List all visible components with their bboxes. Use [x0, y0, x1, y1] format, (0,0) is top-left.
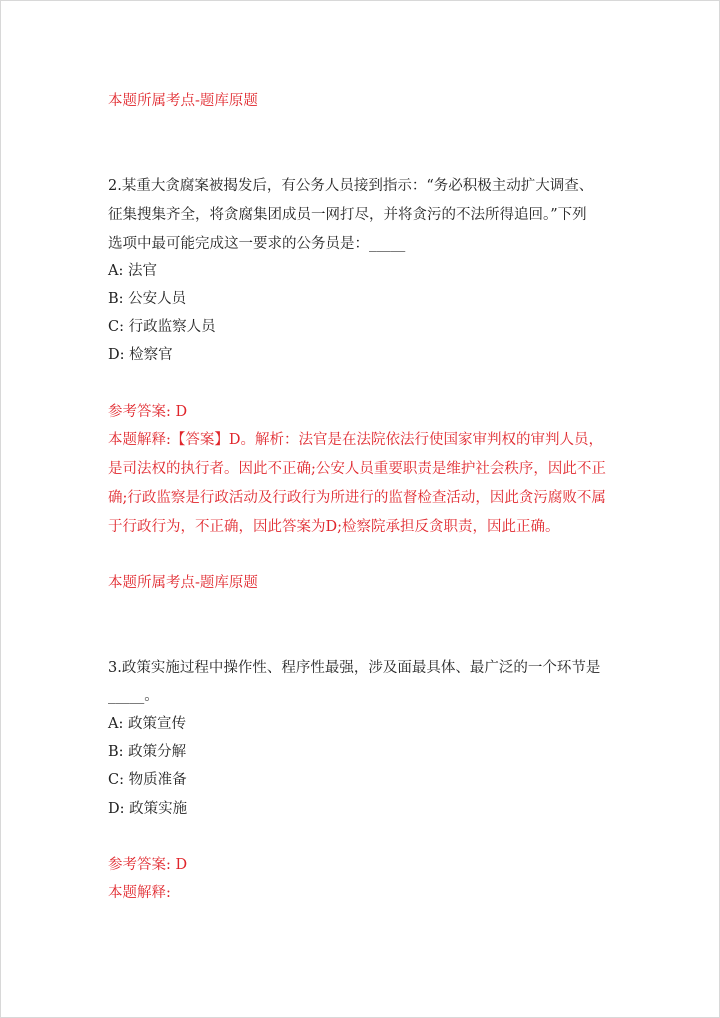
question-2-answer: 参考答案: D: [108, 404, 188, 420]
question-3-explanation-label: 本题解释:: [108, 885, 171, 901]
source-tag-2: 本题所属考点-题库原题: [108, 575, 258, 591]
question-2-stem-line-1: 2.某重大贪腐案被揭发后，有公务人员接到指示：“务必积极主动扩大调查、: [108, 178, 594, 194]
question-3-option-d: D: 政策实施: [108, 801, 188, 817]
question-3-option-b: B: 政策分解: [108, 744, 187, 760]
source-tag-1: 本题所属考点-题库原题: [108, 93, 258, 109]
question-3-stem-line-2: _____。: [108, 688, 159, 704]
question-2-option-a: A: 法官: [108, 263, 157, 279]
question-2-stem-line-3: 选项中最可能完成这一要求的公务员是：_____: [108, 236, 406, 252]
question-2-explanation-line-1: 本题解释:【答案】D。解析：法官是在法院依法行使国家审判权的审判人员，: [108, 432, 604, 448]
question-3-stem-line-1: 3.政策实施过程中操作性、程序性最强，涉及面最具体、最广泛的一个环节是: [108, 660, 601, 676]
question-2-stem-line-2: 征集搜集齐全，将贪腐集团成员一网打尽，并将贪污的不法所得追回。”下列: [108, 207, 587, 223]
question-2-explanation-line-2: 是司法权的执行者。因此不正确;公安人员重要职责是维护社会秩序，因此不正: [108, 461, 606, 477]
question-2-explanation-line-4: 于行政行为，不正确，因此答案为D;检察院承担反贪职责，因此正确。: [108, 519, 560, 535]
question-2-explanation-line-3: 确;行政监察是行政活动及行政行为所进行的监督检查活动，因此贪污腐败不属: [108, 490, 606, 506]
question-2-option-b: B: 公安人员: [108, 291, 187, 307]
question-3-answer: 参考答案: D: [108, 857, 188, 873]
question-2-option-c: C: 行政监察人员: [108, 319, 216, 335]
question-2-option-d: D: 检察官: [108, 347, 173, 363]
question-3-option-a: A: 政策宣传: [108, 716, 186, 732]
question-3-option-c: C: 物质准备: [108, 772, 187, 788]
